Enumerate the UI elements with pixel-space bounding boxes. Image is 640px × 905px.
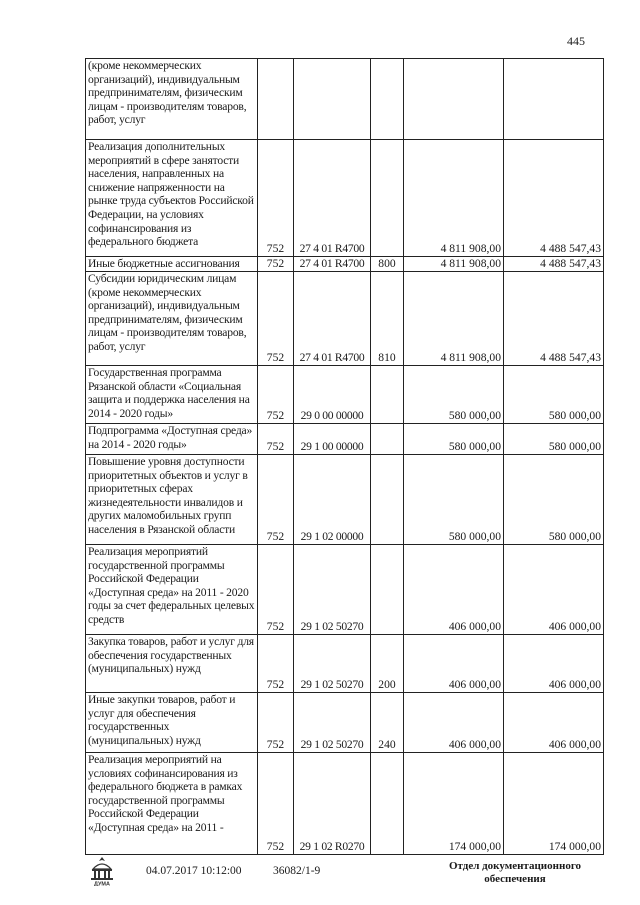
row-name: Иные закупки товаров, работ и услуг для обеспечения государственных (муниципальных) нужд [86,693,258,753]
grbs-code: 752 [258,635,294,693]
amount-executed: 406 000,00 [504,635,604,693]
table-row [86,140,604,257]
target-article-code: 29 1 00 00000 [294,424,371,455]
table-row [86,455,604,545]
row-name: Иные бюджетные ассигнования [86,257,258,272]
table-row [86,753,604,855]
expense-type-code: 200 [371,635,404,693]
amount-executed: 174 000,00 [504,753,604,855]
row-name: (кроме некоммерческих организаций), индивидуальным предпринимателям, физическим лицам - производителям товаров, работ, услуг [86,59,258,140]
grbs-code: 752 [258,753,294,855]
table-row [86,272,604,366]
row-name: Реализация мероприятий государственной программы Российской Федерации «Доступная среда» на 2011 - 2020 годы за счет федеральных целевых средств [86,545,258,635]
expense-type-code [371,140,404,257]
amount-planned: 174 000,00 [404,753,504,855]
amount-executed: 4 488 547,43 [504,140,604,257]
amount-planned: 406 000,00 [404,635,504,693]
table-row [86,366,604,424]
amount-planned: 580 000,00 [404,455,504,545]
amount-executed [504,59,604,140]
amount-planned: 580 000,00 [404,424,504,455]
table-row [86,424,604,455]
target-article-code: 27 4 01 R4700 [294,140,371,257]
amount-planned: 4 811 908,00 [404,272,504,366]
footer-department [430,860,600,886]
footer-date: 04.07.2017 10:12:00 [146,865,242,877]
expense-type-code [371,424,404,455]
expense-type-code [371,545,404,635]
amount-planned: 406 000,00 [404,545,504,635]
row-name: Реализация дополнительных мероприятий в сфере занятости населения, направленных на снижение напряженности на рынке труда субъектов Российской Федерации, на условиях софинансирования из федерального бюджета [86,140,258,257]
grbs-code: 752 [258,693,294,753]
row-name: Повышение уровня доступности приоритетных объектов и услуг в приоритетных сферах жизнедеятельности инвалидов и других маломобильных групп населения в Рязанской области [86,455,258,545]
amount-executed: 4 488 547,43 [504,257,604,272]
table-row [86,257,604,272]
duma-emblem-icon [88,856,116,886]
expense-type-code: 810 [371,272,404,366]
row-name: Субсидии юридическим лицам (кроме некоммерческих организаций), индивидуальным предпринимателям, физическим лицам - производителям товаров, работ, услуг [86,272,258,366]
target-article-code: 29 0 00 00000 [294,366,371,424]
target-article-code: 29 1 02 R0270 [294,753,371,855]
expense-type-code [371,455,404,545]
expense-type-code: 240 [371,693,404,753]
grbs-code: 752 [258,140,294,257]
row-name: Реализация мероприятий на условиях софинансирования из федерального бюджета в рамках государственной программы Российской Федерации «Доступная среда» на 2011 - [86,753,258,855]
table-row [86,59,604,140]
amount-executed: 4 488 547,43 [504,272,604,366]
page-number: 445 [567,34,585,48]
grbs-code: 752 [258,424,294,455]
footer-department-line2: обеспечения [484,873,546,885]
table-row [86,693,604,753]
row-name: Закупка товаров, работ и услуг для обеспечения государственных (муниципальных) нужд [86,635,258,693]
amount-executed: 580 000,00 [504,424,604,455]
target-article-code: 29 1 02 00000 [294,455,371,545]
amount-executed: 406 000,00 [504,545,604,635]
emblem-text: ДУМА [94,881,110,886]
table-row [86,635,604,693]
amount-executed: 406 000,00 [504,693,604,753]
grbs-code [258,59,294,140]
target-article-code: 29 1 02 50270 [294,545,371,635]
expense-type-code [371,59,404,140]
expense-type-code [371,366,404,424]
amount-planned: 4 811 908,00 [404,257,504,272]
amount-planned: 406 000,00 [404,693,504,753]
target-article-code: 27 4 01 R4700 [294,272,371,366]
row-name: Государственная программа Рязанской области «Социальная защита и поддержка населения на 2014 - 2020 годы» [86,366,258,424]
row-name: Подпрограмма «Доступная среда» на 2014 - 2020 годы» [86,424,258,455]
target-article-code: 29 1 02 50270 [294,693,371,753]
amount-planned [404,59,504,140]
grbs-code: 752 [258,366,294,424]
target-article-code: 29 1 02 50270 [294,635,371,693]
budget-table [85,58,604,855]
expense-type-code [371,753,404,855]
amount-planned: 4 811 908,00 [404,140,504,257]
grbs-code: 752 [258,257,294,272]
footer-department-line1: Отдел документационного [448,860,582,872]
amount-executed: 580 000,00 [504,366,604,424]
target-article-code: 27 4 01 R4700 [294,257,371,272]
footer-doc-number: 36082/1-9 [273,865,321,877]
grbs-code: 752 [258,545,294,635]
grbs-code: 752 [258,455,294,545]
grbs-code: 752 [258,272,294,366]
table-row [86,545,604,635]
expense-type-code: 800 [371,257,404,272]
target-article-code [294,59,371,140]
amount-planned: 580 000,00 [404,366,504,424]
amount-executed: 580 000,00 [504,455,604,545]
